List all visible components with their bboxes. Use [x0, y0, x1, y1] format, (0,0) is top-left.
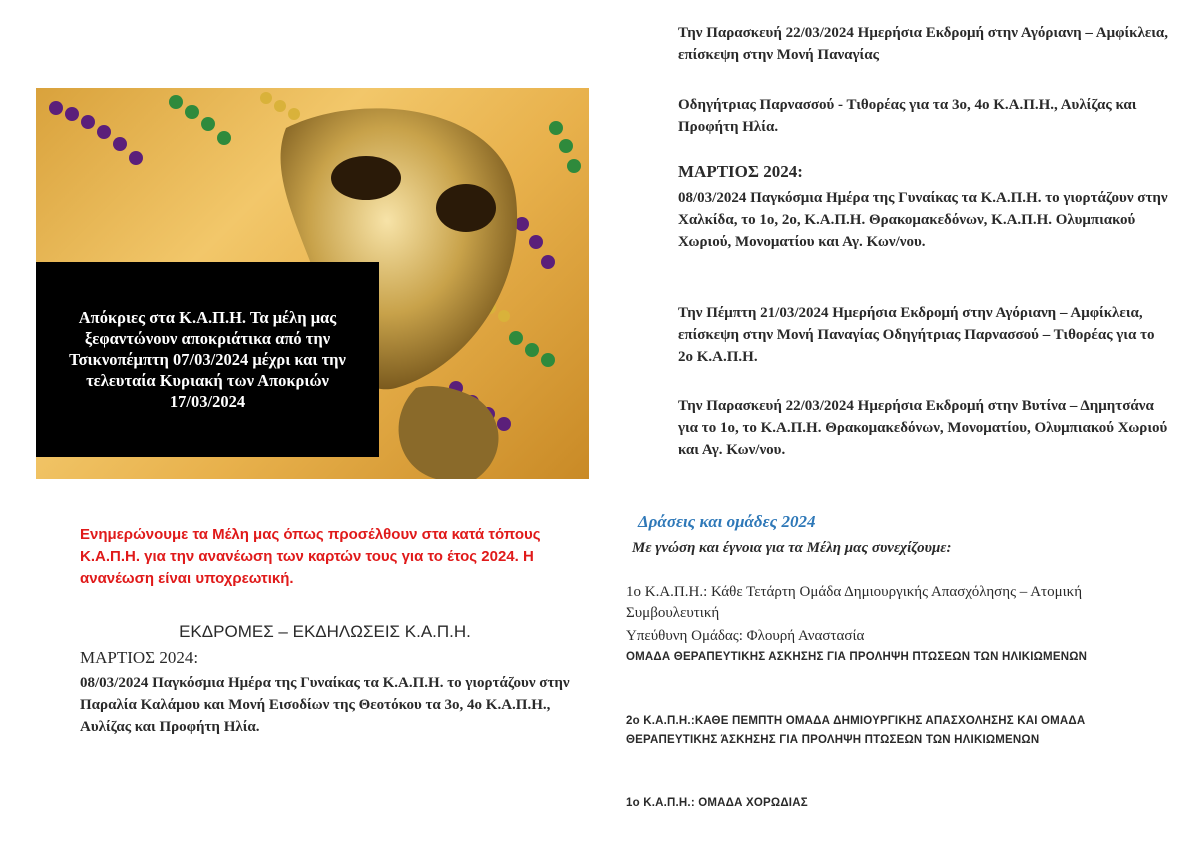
- trip-22-03-continued: Οδηγήτριας Παρνασσού - Τιθορέας για τα 3ο, 4ο Κ.Α.Π.Η., Αυλίζας και Προφήτη Ηλία.: [678, 97, 1137, 135]
- renewal-notice: Ενημερώνουμε τα Μέλη μας όπως προσέλθουν στα κατά τόπους Κ.Α.Π.Η. για την ανανέωση των καρτών τους για το έτος 2024. Η ανανέωση είναι υποχρεωτική.: [80, 526, 541, 587]
- carnival-caption: Απόκριες στα Κ.Α.Π.Η. Τα μέλη μας ξεφαντώνουν αποκριάτικα από την Τσικνοπέμπτη 07/03/2024 μέχρι και την τελευταία Κυριακή των Αποκριών 17/03/2024: [69, 308, 346, 411]
- left-womens-day-event: 08/03/2024 Παγκόσμια Ημέρα της Γυναίκας τα Κ.Α.Π.Η. το γιορτάζουν στην Παραλία Καλάμου και Μονή Εισοδίων της Θεοτόκου τα 3ο, 4ο Κ.Α.Π.Η., Αυλίζας και Προφήτη Ηλία.: [80, 675, 570, 735]
- actions-title: Δράσεις και ομάδες 2024: [638, 512, 816, 531]
- group-item-3: 1ο Κ.Α.Π.Η.: ΟΜΑΔΑ ΧΟΡΩΔΙΑΣ: [626, 797, 808, 809]
- right-month-heading: ΜΑΡΤΙΟΣ 2024:: [678, 162, 803, 181]
- caption-box: [36, 262, 379, 457]
- events-heading: ΕΚΔΡΟΜΕΣ – ΕΚΔΗΛΩΣΕΙΣ Κ.Α.Π.Η.: [179, 622, 471, 641]
- group-item-1-line1: 1ο Κ.Α.Π.Η.: Κάθε Τετάρτη Ομάδα Δημιουργικής Απασχόλησης – Ατομική Συμβουλευτική: [626, 584, 1083, 621]
- right-womens-day-event: 08/03/2024 Παγκόσμια Ημέρα της Γυναίκας τα Κ.Α.Π.Η. το γιορτάζουν στην Χαλκίδα, το 1ο, 2ο, Κ.Α.Π.Η. Θρακομακεδόνων, Κ.Α.Π.Η. Ολυμπιακού Χωριού, Μονοματίου και Αγ. Κων/νου.: [678, 190, 1168, 250]
- group-item-1-line3: ΟΜΑΔΑ ΘΕΡΑΠΕΥΤΙΚΗΣ ΑΣΚΗΣΗΣ ΓΙΑ ΠΡΟΛΗΨΗ ΠΤΩΣΕΩΝ ΤΩΝ ΗΛΙΚΙΩΜΕΝΩΝ: [626, 651, 1088, 663]
- trip-22-03-paragraph: Την Παρασκευή 22/03/2024 Ημερήσια Εκδρομή στην Αγόριανη – Αμφίκλεια, επίσκεψη στην Μονή Παναγίας: [678, 25, 1168, 63]
- group-item-2: 2ο Κ.Α.Π.Η.:ΚΑΘΕ ΠΕΜΠΤΗ ΟΜΑΔΑ ΔΗΜΙΟΥΡΓΙΚΗΣ ΑΠΑΣΧΟΛΗΣΗΣ ΚΑΙ ΟΜΑΔΑ ΘΕΡΑΠΕΥΤΙΚΗΣ ΆΣΚΗΣΗΣ ΓΙΑ ΠΡΟΛΗΨΗ ΠΤΩΣΕΩΝ ΤΩΝ ΗΛΙΚΙΩΜΕΝΩΝ: [626, 715, 1086, 746]
- actions-subtitle: Με γνώση και έγνοια για τα Μέλη μας συνεχίζουμε:: [632, 540, 952, 556]
- trip-21-03-paragraph: Την Πέμπτη 21/03/2024 Ημερήσια Εκδρομή στην Αγόριανη – Αμφίκλεια, επίσκεψη στην Μονή Παναγίας Οδηγήτριας Παρνασσού – Τιθορέας για το 2ο Κ.Α.Π.Η.: [678, 305, 1155, 365]
- left-month-heading: ΜΑΡΤΙΟΣ 2024:: [80, 648, 199, 667]
- group-item-1-line2: Υπεύθυνη Ομάδας: Φλουρή Αναστασία: [626, 628, 865, 644]
- trip-22-03-vytina-paragraph: Την Παρασκευή 22/03/2024 Ημερήσια Εκδρομή στην Βυτίνα – Δημητσάνα για το 1ο, το Κ.Α.Π.Η. Θρακομακεδόνων, Μονοματίου, Ολυμπιακού Χωριού και Αγ. Κων/νου.: [678, 398, 1168, 458]
